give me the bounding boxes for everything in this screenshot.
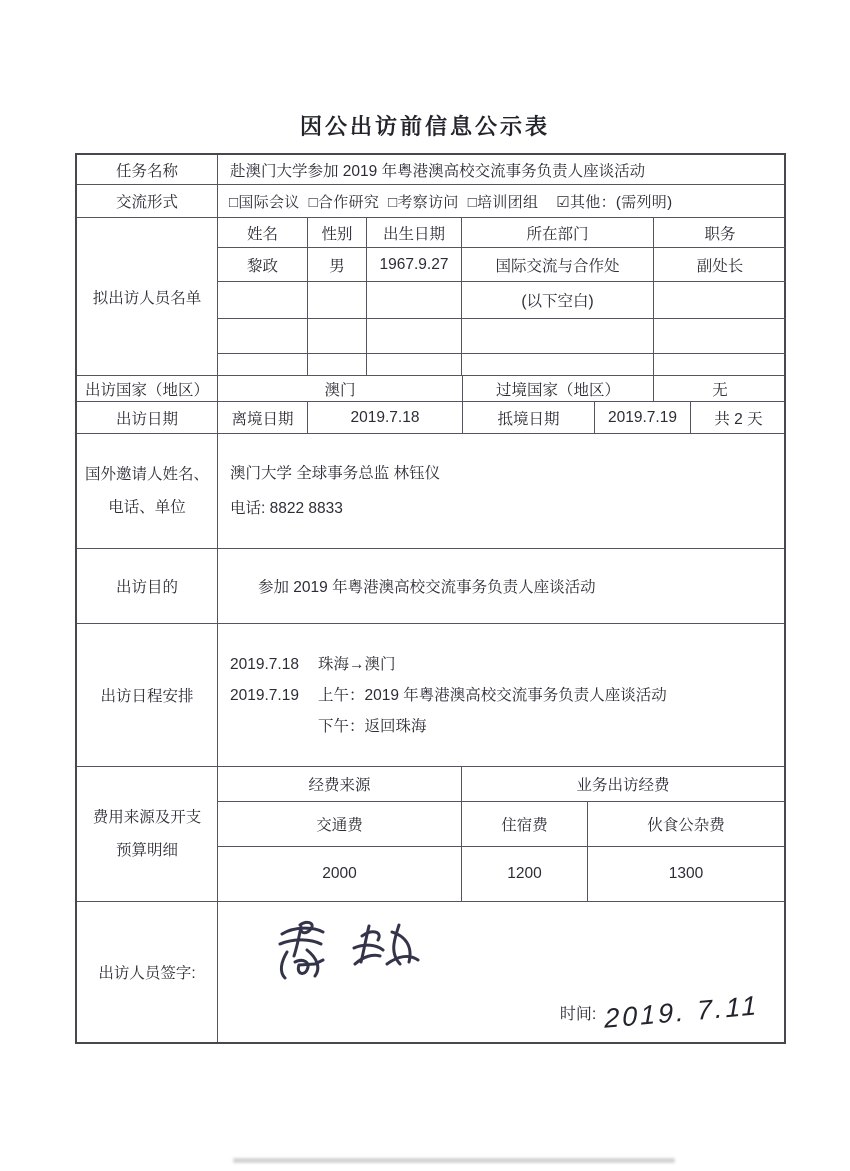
inviter-label — [77, 434, 218, 548]
exchange-format-label: 交流形式 — [77, 185, 218, 217]
itinerary-text-3: 下午：返回珠海 — [318, 717, 427, 735]
personnel-table — [218, 218, 786, 375]
personnel-label: 拟出访人员名单 — [77, 218, 218, 375]
personnel-row-4 — [218, 354, 786, 375]
itinerary-text-1: 珠海→澳门 — [318, 655, 396, 673]
inviter-phone-line: 电话: 8822 8833 — [230, 500, 343, 517]
person-department: 国际交流与合作处 — [462, 248, 654, 281]
arrival-date-label: 抵境日期 — [463, 402, 595, 433]
budget-label-line2: 预算明细 — [115, 842, 178, 859]
col-header-name: 姓名 — [218, 218, 308, 247]
funding-source-label: 经费来源 — [218, 767, 462, 801]
task-name-value: 赴澳门大学参加 2019 年粤港澳高校交流事务负责人座谈活动 — [230, 162, 646, 180]
task-name-row — [77, 155, 784, 185]
empty-cell — [218, 354, 308, 375]
destination-country-value: 澳门 — [218, 376, 463, 401]
personnel-row-1 — [218, 248, 786, 282]
itinerary-row — [77, 624, 784, 767]
budget-header-row — [218, 767, 784, 802]
destination-country-label: 出访国家（地区） — [77, 376, 218, 401]
transit-country-label: 过境国家（地区） — [463, 376, 654, 401]
meal-misc-fee-label: 伙食公杂费 — [647, 817, 725, 834]
empty-cell — [367, 354, 462, 375]
empty-cell — [462, 354, 654, 375]
visit-dates-label: 出访日期 — [77, 402, 218, 433]
budget-label — [77, 767, 218, 901]
exchange-format-options — [218, 185, 784, 217]
arrival-date-value: 2019.7.19 — [595, 402, 691, 433]
personnel-row-2 — [218, 282, 786, 319]
dates-row — [77, 402, 784, 434]
empty-cell — [367, 319, 462, 353]
signature-label: 出访人员签字: — [77, 902, 218, 1042]
inviter-name-line: 澳门大学 全球事务总监 林钰仪 — [230, 465, 441, 482]
empty-cell — [654, 282, 786, 318]
itinerary-line-1 — [230, 649, 396, 680]
transport-fee-amount: 2000 — [218, 847, 462, 901]
purpose-row — [77, 549, 784, 624]
time-label: 时间: — [559, 1006, 597, 1023]
person-position: 副处长 — [696, 257, 744, 275]
departure-date-value: 2019.7.18 — [308, 402, 463, 433]
signature-handwriting — [270, 917, 430, 997]
transport-fee-label: 交通费 — [218, 802, 462, 846]
person-name: 黎政 — [218, 248, 308, 281]
total-days: 共 2 天 — [714, 410, 763, 428]
budget-table — [218, 767, 784, 901]
checkbox-inspection-visit: □考察访问 — [388, 193, 459, 211]
checkbox-training-group: □培训团组 — [467, 193, 539, 211]
exchange-format-row — [77, 185, 784, 218]
inviter-info — [218, 434, 784, 548]
lodging-fee-amount: 1200 — [462, 847, 588, 901]
checkbox-other-checked: ☑其他：(需列明) — [556, 193, 673, 211]
empty-cell — [462, 319, 654, 353]
checkbox-international-conference: □国际会议 — [229, 193, 300, 211]
budget-types-row — [218, 802, 784, 847]
itinerary-details — [218, 624, 784, 766]
empty-cell — [367, 282, 462, 318]
person-birthdate: 1967.9.27 — [367, 248, 462, 281]
inviter-label-line1: 国外邀请人姓名、 — [84, 466, 209, 483]
signature-row — [77, 902, 784, 1042]
itinerary-date-2: 2019.7.19 — [230, 686, 299, 704]
transit-country-value: 无 — [712, 381, 728, 399]
empty-cell — [654, 319, 786, 353]
empty-cell — [308, 319, 367, 353]
inviter-label-line2: 电话、单位 — [108, 499, 186, 516]
purpose-label: 出访目的 — [77, 549, 218, 623]
budget-section — [77, 767, 784, 902]
itinerary-label: 出访日程安排 — [77, 624, 218, 766]
meal-misc-fee-amount: 1300 — [668, 865, 704, 882]
inviter-row — [77, 434, 784, 549]
col-header-department: 所在部门 — [462, 218, 654, 247]
itinerary-line-2 — [230, 680, 667, 711]
lodging-fee-label: 住宿费 — [462, 802, 588, 846]
departure-date-label: 离境日期 — [218, 402, 308, 433]
scan-artifact-streak — [233, 1158, 675, 1163]
personnel-row-3 — [218, 319, 786, 354]
itinerary-line-3 — [230, 711, 427, 742]
disclosure-form-table — [75, 153, 786, 1044]
blank-below-note: (以下空白) — [462, 282, 654, 318]
col-header-birthdate: 出生日期 — [367, 218, 462, 247]
personnel-section — [77, 218, 784, 376]
personnel-header-row — [218, 218, 786, 248]
budget-values-row — [218, 847, 784, 901]
itinerary-text-2: 上午：2019 年粤港澳高校交流事务负责人座谈活动 — [318, 686, 667, 704]
funding-source-value: 业务出访经费 — [576, 777, 670, 794]
handwritten-date: 2019. 7.11 — [604, 990, 760, 1034]
checkbox-cooperative-research: □合作研究 — [308, 193, 380, 211]
itinerary-date-3 — [230, 711, 318, 742]
col-header-gender: 性别 — [308, 218, 367, 247]
budget-label-line1: 费用来源及开支 — [92, 809, 202, 826]
countries-row — [77, 376, 784, 402]
empty-cell — [308, 354, 367, 375]
signature-area — [218, 902, 784, 1042]
itinerary-date-1: 2019.7.18 — [230, 655, 299, 673]
empty-cell — [218, 319, 308, 353]
task-name-label: 任务名称 — [77, 155, 218, 184]
empty-cell — [308, 282, 367, 318]
col-header-position: 职务 — [704, 225, 736, 243]
person-gender: 男 — [308, 248, 367, 281]
purpose-value: 参加 2019 年粤港澳高校交流事务负责人座谈活动 — [258, 579, 596, 596]
form-title: 因公出访前信息公示表 — [299, 114, 550, 139]
empty-cell — [654, 354, 786, 375]
signature-time — [559, 990, 760, 1034]
empty-cell — [218, 282, 308, 318]
